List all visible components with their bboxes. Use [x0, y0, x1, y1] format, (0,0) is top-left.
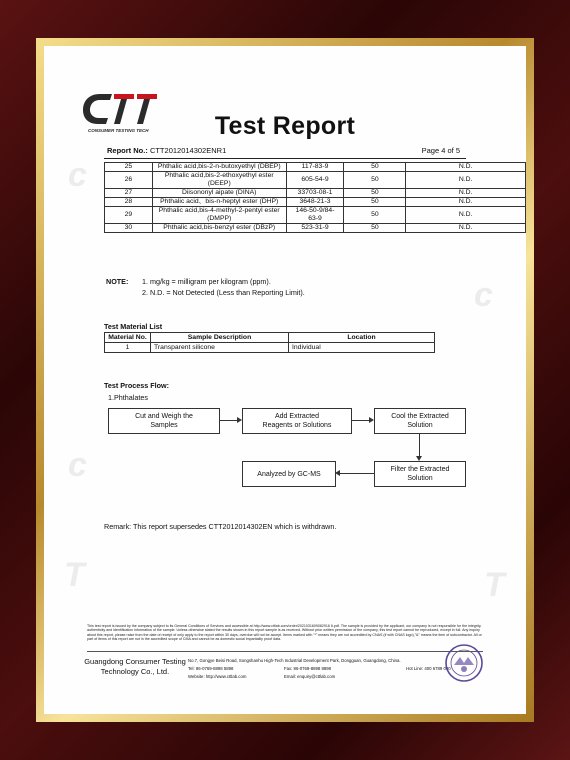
- table-cell: Transparent silicone: [151, 343, 289, 353]
- watermark: c: [68, 446, 87, 484]
- flow-step-analyze: Analyzed by GC-MS: [242, 461, 336, 487]
- table-cell: N.D.: [406, 224, 526, 233]
- table-cell: N.D.: [406, 189, 526, 198]
- arrow-left-icon: [335, 470, 340, 476]
- table-cell: 50: [344, 224, 406, 233]
- table-row: [105, 207, 526, 224]
- company-seal-icon: [444, 643, 484, 683]
- table-cell: 50: [344, 198, 406, 207]
- table-cell: 50: [344, 163, 406, 172]
- table-cell: Phthalic acid,bis-2-ethoxyethyl ester (DEEP): [152, 172, 286, 189]
- table-cell: 50: [344, 189, 406, 198]
- note-label: NOTE:: [106, 277, 129, 286]
- header-divider: [104, 158, 466, 159]
- company-name: [84, 657, 186, 677]
- flow-arrow: [351, 420, 369, 421]
- note-line: 2. N.D. = Not Detected (Less than Reporting Limit).: [142, 288, 305, 297]
- website-link[interactable]: Website: http://www.cttlab.com: [188, 674, 247, 679]
- column-header: Material No.: [105, 333, 151, 343]
- report-page: [44, 46, 526, 714]
- company-line: Technology Co., Ltd.: [100, 667, 170, 676]
- address: No.7, Gongye Beisi Road, Songshanhu High-Tech Industrial Development Park, Dongguan, Guangdong, China.: [188, 658, 401, 663]
- table-cell: 146-50-9/84- 63-9: [286, 207, 344, 224]
- notes: [106, 276, 305, 298]
- table-cell: 27: [105, 189, 153, 198]
- material-table: [104, 332, 435, 353]
- watermark: T: [64, 556, 85, 594]
- telephone: Tel: 86-0769-8898 5898: [188, 666, 234, 671]
- table-cell: Phthalic acid,bis-2-n-butoxyethyl (DBEP): [152, 163, 286, 172]
- report-number: [107, 146, 226, 155]
- note-line: 1. mg/kg = milligram per kilogram (ppm).: [142, 277, 271, 286]
- remark: Remark: This report supersedes CTT2012014302EN which is withdrawn.: [104, 522, 337, 531]
- disclaimer: This test report is issued by the company subject to its General Conditions of Services and accessible at http://www.cttlab.com/order/2021031609082916 6.pdf. The sample is provided by the applicant, our company is not responsible for the integrity, authenticity and identification information of the sample. Unless otherwise stated the results shown in this report sample is as received. Without prior written permission of the company, this test report cannot be reproduced, except in full. Any inquiry about this report, please raise from the date of receipt of only apply to the report within 30 days, overdue will not be accept. Items marked with "*" means they are not accredited by CNAS (if with CNAS logo),"&" means the item of subcontractor. All or part of items of this report are not in the accredited scope of CMA and cannot be as domestic social impartiality proof data.: [87, 624, 482, 642]
- table-cell: N.D.: [406, 207, 526, 224]
- watermark: c: [474, 276, 493, 314]
- fax: Fax: 86-0769-8898 8898: [284, 666, 332, 671]
- table-cell: Individual: [289, 343, 435, 353]
- table-cell: N.D.: [406, 163, 526, 172]
- table-row: [105, 198, 526, 207]
- table-cell: Phthalic acid,bis-4-methyl-2-pentyl ester (DMPP): [152, 207, 286, 224]
- table-cell: Phthalic acid,bis-benzyl ester (DBzP): [152, 224, 286, 233]
- logo-tagline: CONSUMER TESTING TECH: [88, 128, 149, 133]
- table-cell: 523-31-9: [286, 224, 344, 233]
- flow-step-filter: Filter the Extracted Solution: [374, 461, 466, 487]
- table-cell: 26: [105, 172, 153, 189]
- table-cell: 33703-08-1: [286, 189, 344, 198]
- process-heading: Test Process Flow:: [104, 381, 169, 390]
- flow-arrow: [219, 420, 237, 421]
- arrow-right-icon: [369, 417, 374, 423]
- table-cell: 28: [105, 198, 153, 207]
- flow-step-cool: Cool the Extracted Solution: [374, 408, 466, 434]
- table-cell: 50: [344, 172, 406, 189]
- table-cell: N.D.: [406, 172, 526, 189]
- table-cell: 3648-21-3: [286, 198, 344, 207]
- table-cell: 30: [105, 224, 153, 233]
- table-row: [105, 163, 526, 172]
- results-table: [104, 162, 526, 233]
- table-cell: Diisononyl aipate (DINA): [152, 189, 286, 198]
- watermark: c: [68, 156, 87, 194]
- arrow-down-icon: [416, 456, 422, 461]
- column-header: Sample Description: [151, 333, 289, 343]
- column-header: Location: [289, 333, 435, 343]
- table-cell: N.D.: [406, 198, 526, 207]
- arrow-right-icon: [237, 417, 242, 423]
- company-line: Guangdong Consumer Testing: [84, 657, 186, 666]
- report-number-label: Report No.:: [107, 146, 148, 155]
- table-cell: Phthalic acid、bis-n-heptyl ester (DHP): [152, 198, 286, 207]
- table-cell: 605-54-9: [286, 172, 344, 189]
- table-cell: 1: [105, 343, 151, 353]
- page-title: Test Report: [214, 112, 356, 140]
- company-contact: [188, 657, 478, 681]
- flow-arrow: [340, 473, 374, 474]
- process-subheading: 1.Phthalates: [108, 393, 148, 402]
- flow-step-add-reagents: Add Extracted Reagents or Solutions: [242, 408, 352, 434]
- page-indicator: Page 4 of 5: [421, 146, 460, 155]
- flow-step-cut-weigh: Cut and Weigh the Samples: [108, 408, 220, 434]
- email-link[interactable]: Email: enquiry@cttlab.com: [284, 674, 336, 679]
- table-row: [105, 343, 435, 353]
- table-row: [105, 172, 526, 189]
- table-row: [105, 224, 526, 233]
- material-heading: Test Material List: [104, 322, 163, 331]
- table-row: [105, 189, 526, 198]
- table-cell: 29: [105, 207, 153, 224]
- table-cell: 50: [344, 207, 406, 224]
- report-number-value: CTT2012014302ENR1: [149, 146, 227, 155]
- footer-divider: [87, 651, 483, 652]
- flow-arrow: [419, 433, 420, 456]
- watermark: T: [484, 566, 505, 604]
- table-cell: 117-83-9: [286, 163, 344, 172]
- table-cell: 25: [105, 163, 153, 172]
- hotline: Hot Line: 400 6789 000: [406, 666, 451, 671]
